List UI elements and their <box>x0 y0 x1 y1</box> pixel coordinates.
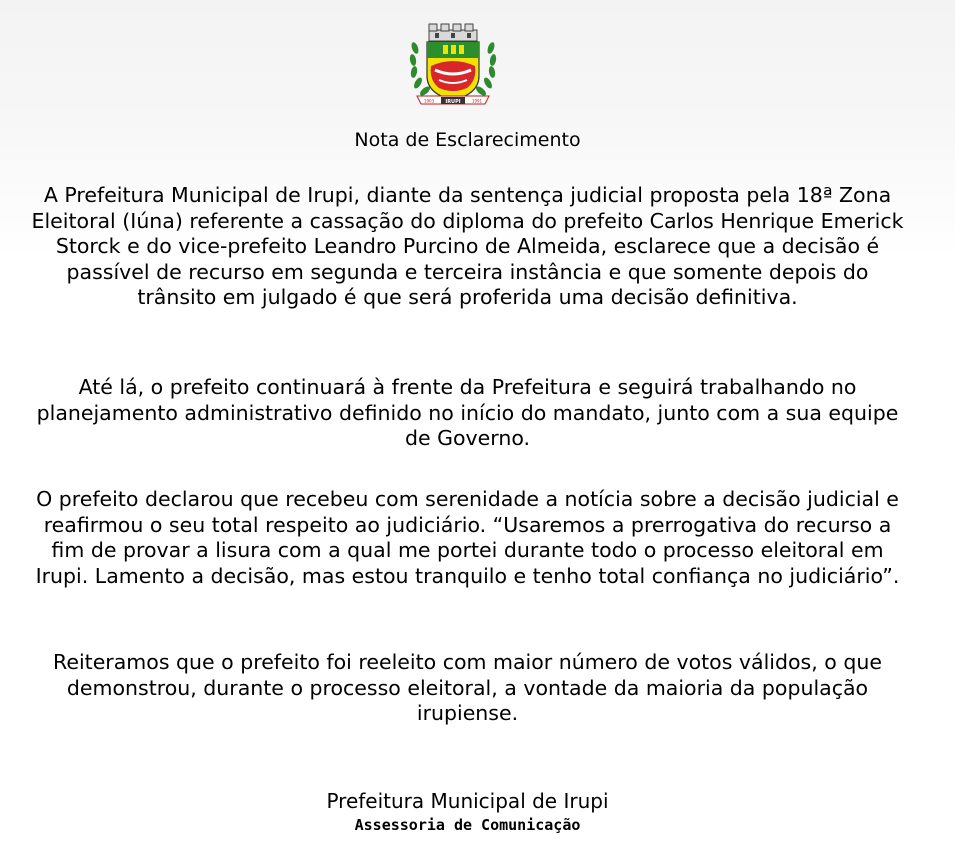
paragraph-3: O prefeito declarou que recebeu com serenidade a notícia sobre a decisão judicial e reafirmou o seu total respeito ao judiciário. “Usaremos a prerrogativa do recurso a fim de provar a lisura com a qual me portei durante todo o processo eleitoral em Irupi. Lamento a decisão, mas estou tranquilo e tenho total confiança no judiciário”. <box>35 487 900 588</box>
note-title: Nota de Esclarecimento <box>354 129 581 151</box>
paragraph-4: Reiteramos que o prefeito foi reeleito com maior número de votos válidos, o que demonstrou, durante o processo eleitoral, a vontade da maioria da população irupiense. <box>53 650 882 725</box>
ribbon-icon <box>417 96 489 105</box>
paragraph-2: Até lá, o prefeito continuará à frente da Prefeitura e seguirá trabalhando no planejamento administrativo definido no início do mandato, junto com a sua equipe de Governo. <box>36 375 899 450</box>
mural-crown-icon <box>429 24 477 41</box>
signature-organization: Prefeitura Municipal de Irupi <box>326 789 609 813</box>
shield-icon <box>427 42 479 100</box>
crest-city-label: IRUPI <box>445 99 461 105</box>
crest-year-right: 1991 <box>471 98 483 104</box>
crest-year-left: 1903 <box>423 98 435 104</box>
paragraph-1: A Prefeitura Municipal de Irupi, diante da sentença judicial proposta pela 18ª Zona Eleitoral (Iúna) referente a cassação do diploma do prefeito Carlos Henrique Emerick Storck e do vice-prefeito Leandro Purcino de Almeida, esclarece que a decisão é passível de recurso em segunda e terceira instância e que somente depois do trânsito em julgado é que será proferida uma decisão definitiva. <box>31 183 904 309</box>
irupi-coat-of-arms <box>407 18 499 110</box>
signature-department: Assessoria de Comunicação <box>354 816 581 834</box>
